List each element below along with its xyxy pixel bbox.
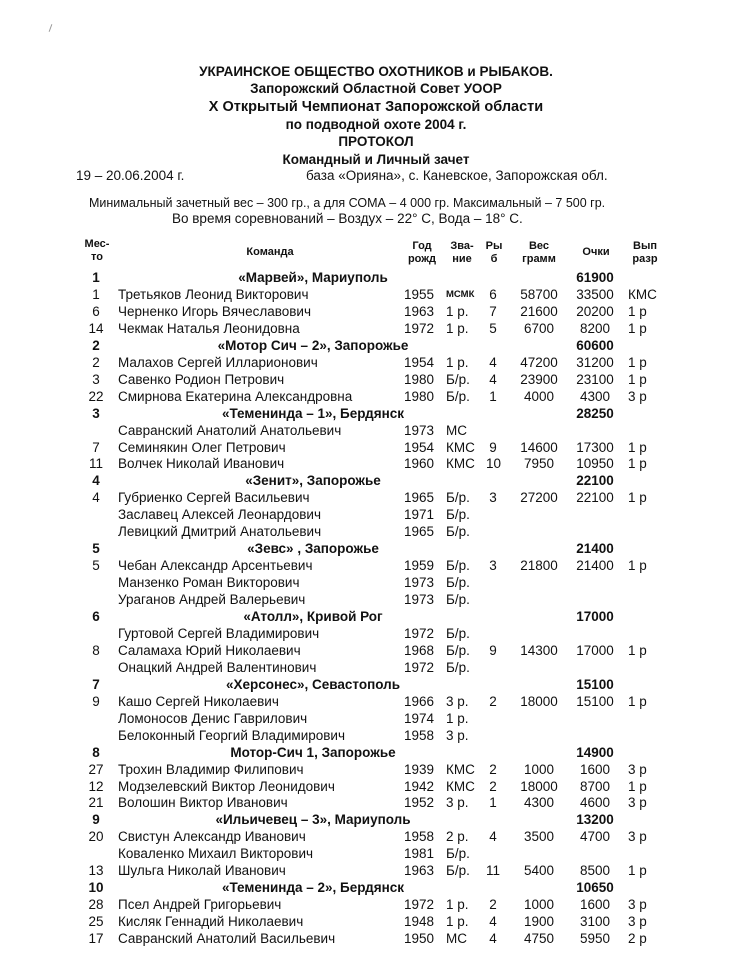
- fish-count: 6: [489, 286, 497, 302]
- weather-note: Во время соревнований – Воздух – 22° С, Вода – 18° С.: [172, 211, 523, 226]
- points: 17300: [576, 439, 614, 455]
- discharge: 2 р: [628, 931, 647, 947]
- place: 3: [92, 371, 100, 387]
- participant-name: Манзенко Роман Викторович: [118, 575, 300, 591]
- discharge: 3 р: [628, 914, 647, 930]
- team-points: 17000: [576, 609, 614, 624]
- participant-name: Коваленко Михаил Викторович: [118, 846, 314, 862]
- org-title: УКРАИНСКОЕ ОБЩЕСТВО ОХОТНИКОВ и РЫБАКОВ.: [199, 64, 553, 79]
- birth-year: 1954: [404, 354, 435, 370]
- participant-name: Черненко Игорь Вячеславович: [118, 303, 311, 319]
- discharge: 1 р: [628, 778, 647, 794]
- rank: 1 р.: [446, 320, 469, 336]
- event-subtitle: по подводной охоте 2004 г.: [285, 117, 467, 132]
- place: 4: [92, 490, 100, 506]
- birth-year: 1973: [404, 592, 435, 608]
- weight: 14300: [520, 642, 558, 658]
- participant-name: Чекмак Наталья Леонидовна: [118, 320, 300, 336]
- team-row: [0, 405, 752, 422]
- team-name: «Теменинда – 2», Бердянск: [221, 880, 405, 896]
- col-rank: Зва- ние: [450, 240, 474, 265]
- participant-row: [0, 506, 752, 523]
- discharge: 3 р: [628, 829, 647, 845]
- weight: 3500: [523, 829, 555, 845]
- participant-name: Савенко Родион Петрович: [118, 371, 285, 387]
- points: 31200: [576, 354, 614, 370]
- participant-name: Губриенко Сергей Васильевич: [118, 490, 310, 506]
- place: 3: [92, 405, 100, 421]
- discharge: 1 р: [628, 354, 647, 370]
- fish-count: 2: [489, 693, 497, 709]
- points: 23100: [576, 371, 614, 387]
- col-birth-year: Год рожд: [407, 240, 437, 265]
- place: 1: [92, 286, 100, 302]
- place: 25: [88, 914, 104, 930]
- rank: Б/р.: [446, 524, 470, 540]
- points: 8500: [579, 863, 611, 879]
- protocol-title: ПРОТОКОЛ: [338, 134, 414, 149]
- weight: 18000: [520, 778, 558, 794]
- col-points: Очки: [582, 246, 610, 258]
- participant-name: Ураганов Андрей Валерьевич: [118, 592, 306, 608]
- place: 21: [88, 795, 104, 811]
- fish-count: 11: [486, 863, 501, 879]
- team-name: «Зенит», Запорожье: [245, 473, 381, 489]
- fish-count: 10: [486, 456, 502, 472]
- team-row: [0, 337, 752, 354]
- place: 1: [92, 270, 100, 285]
- team-points: 61900: [576, 270, 614, 285]
- rank: МСМК: [446, 288, 475, 300]
- points: 1600: [579, 897, 611, 913]
- rank: МС: [446, 931, 467, 947]
- rank: Б/р.: [446, 490, 470, 506]
- place: 14: [88, 320, 104, 336]
- participant-row: [0, 693, 752, 710]
- weight: 4750: [523, 931, 555, 947]
- discharge: 1 р: [628, 456, 647, 472]
- fish-count: 1: [489, 795, 497, 811]
- team-row: [0, 608, 752, 625]
- birth-year: 1965: [404, 524, 435, 540]
- rank: МС: [446, 422, 467, 438]
- fish-count: 7: [489, 303, 497, 319]
- weight: 1000: [523, 897, 555, 913]
- fish-count: 1: [489, 388, 497, 404]
- weight: 4000: [523, 388, 555, 404]
- team-points: 14900: [576, 744, 614, 760]
- participant-name: Саламаха Юрий Николаевич: [118, 642, 301, 658]
- rank: Б/р.: [446, 863, 470, 879]
- place: 17: [88, 931, 104, 947]
- team-row: [0, 540, 752, 557]
- participant-row: [0, 659, 752, 676]
- team-points: 22100: [576, 473, 614, 489]
- points: 3100: [579, 914, 611, 930]
- championship-title: X Открытый Чемпионат Запорожской области: [208, 99, 544, 115]
- participant-row: [0, 913, 752, 930]
- place: 27: [88, 761, 104, 777]
- participant-name: Гуртовой Сергей Владимирович: [118, 625, 320, 641]
- participant-row: [0, 286, 752, 303]
- participant-name: Псел Андрей Григорьевич: [118, 897, 282, 913]
- participant-row: [0, 439, 752, 456]
- rank: 1 р.: [446, 897, 469, 913]
- discharge: 1 р: [628, 863, 647, 879]
- event-date: 19 – 20.06.2004 г.: [76, 168, 185, 183]
- col-weight: Вес грамм: [522, 240, 556, 265]
- rank: Б/р.: [446, 592, 470, 608]
- rank: КМС: [446, 778, 475, 794]
- rank: Б/р.: [446, 625, 470, 641]
- birth-year: 1968: [404, 642, 435, 658]
- rank: Б/р.: [446, 371, 470, 387]
- birth-year: 1980: [404, 371, 435, 387]
- participant-name: Трохин Владимир Филипович: [118, 761, 304, 777]
- participant-row: [0, 320, 752, 337]
- col-fish: Ры б: [485, 240, 503, 265]
- scan-mark: [49, 24, 53, 32]
- place: 28: [88, 897, 104, 913]
- points: 21400: [576, 558, 614, 574]
- rank: 3 р.: [446, 727, 469, 743]
- participant-name: Модзелевский Виктор Леонидович: [118, 778, 335, 794]
- fish-count: 2: [489, 897, 497, 913]
- team-points: 15100: [576, 676, 614, 692]
- weight: 4300: [523, 795, 555, 811]
- rank: Б/р.: [446, 388, 470, 404]
- birth-year: 1942: [404, 778, 435, 794]
- rank: 1 р.: [446, 354, 469, 370]
- participant-name: Шульга Николай Иванович: [118, 863, 286, 879]
- weight: 6700: [523, 320, 555, 336]
- birth-year: 1971: [404, 507, 435, 523]
- points: 10950: [576, 456, 614, 472]
- rank: Б/р.: [446, 642, 470, 658]
- participant-row: [0, 523, 752, 540]
- col-team: Команда: [246, 246, 294, 258]
- participant-name: Савранский Анатолий Васильевич: [118, 931, 336, 947]
- participant-row: [0, 710, 752, 727]
- rank: 2 р.: [446, 829, 469, 845]
- team-row: [0, 472, 752, 489]
- team-name: «Херсонес», Севастополь: [225, 676, 401, 692]
- place: 8: [92, 744, 100, 760]
- col-place: Мес- то: [84, 238, 110, 263]
- discharge: 1 р: [628, 439, 647, 455]
- participant-name: Левицкий Дмитрий Анатольевич: [118, 524, 322, 540]
- participant-name: Волошин Виктор Иванович: [118, 795, 288, 811]
- fish-count: 4: [489, 914, 497, 930]
- place: 9: [92, 812, 100, 828]
- birth-year: 1963: [404, 303, 435, 319]
- participant-row: [0, 455, 752, 472]
- rank: 1 р.: [446, 710, 469, 726]
- participant-row: [0, 845, 752, 862]
- team-name: «Теменинда – 1», Бердянск: [221, 405, 405, 421]
- place: 11: [88, 456, 103, 472]
- points: 1600: [579, 761, 611, 777]
- participant-row: [0, 896, 752, 913]
- participant-row: [0, 727, 752, 744]
- place: 6: [92, 303, 100, 319]
- weight: 21600: [520, 303, 558, 319]
- team-name: «Мотор Сич – 2», Запорожье: [217, 337, 409, 353]
- weight: 14600: [520, 439, 558, 455]
- rank: Б/р.: [446, 846, 470, 862]
- place: 8: [92, 642, 100, 658]
- place: 2: [92, 337, 100, 353]
- birth-year: 1972: [404, 625, 435, 641]
- weight: 18000: [520, 693, 558, 709]
- participant-row: [0, 778, 752, 795]
- place: 5: [92, 558, 100, 574]
- participant-name: Кашо Сергей Николаевич: [118, 693, 279, 709]
- weight: 47200: [520, 354, 558, 370]
- participant-row: [0, 625, 752, 642]
- birth-year: 1973: [404, 422, 435, 438]
- team-points: 60600: [576, 337, 614, 353]
- team-row: [0, 744, 752, 761]
- points: 4600: [579, 795, 611, 811]
- place: 12: [88, 778, 104, 794]
- participant-name: Семинякин Олег Петрович: [118, 439, 286, 455]
- fish-count: 4: [489, 931, 497, 947]
- participant-row: [0, 574, 752, 591]
- weight: 7950: [523, 456, 555, 472]
- birth-year: 1952: [404, 795, 435, 811]
- place: 13: [88, 863, 104, 879]
- discharge: 1 р: [628, 558, 647, 574]
- participant-name: Малахов Сергей Илларионович: [118, 354, 318, 370]
- team-name: «Марвей», Мариуполь: [238, 270, 388, 285]
- birth-year: 1981: [404, 846, 435, 862]
- points: 17000: [576, 642, 614, 658]
- fish-count: 4: [489, 371, 497, 387]
- fish-count: 5: [489, 320, 497, 336]
- team-points: 21400: [576, 541, 614, 557]
- council-title: Запорожский Областной Совет УООР: [250, 81, 502, 96]
- participant-row: [0, 761, 752, 778]
- participant-name: Белоконный Георгий Владимирович: [118, 727, 346, 743]
- participant-row: [0, 489, 752, 506]
- discharge: 1 р: [628, 303, 647, 319]
- birth-year: 1966: [404, 693, 435, 709]
- birth-year: 1972: [404, 659, 435, 675]
- fish-count: 3: [489, 558, 497, 574]
- points: 8700: [579, 778, 611, 794]
- participant-row: [0, 354, 752, 371]
- participant-name: Волчек Николай Иванович: [118, 456, 285, 472]
- participant-row: [0, 371, 752, 388]
- discharge: 3 р: [628, 897, 647, 913]
- points: 20200: [576, 303, 614, 319]
- participant-row: [0, 591, 752, 608]
- participant-name: Третьяков Леонид Викторович: [118, 286, 309, 302]
- participant-name: Кисляк Геннадий Николаевич: [118, 914, 304, 930]
- discharge: КМС: [628, 286, 657, 302]
- birth-year: 1963: [404, 863, 435, 879]
- birth-year: 1973: [404, 575, 435, 591]
- birth-year: 1972: [404, 320, 435, 336]
- rank: 1 р.: [446, 914, 469, 930]
- team-name: «Атолл», Кривой Рог: [243, 609, 383, 624]
- participant-name: Савранский Анатолий Анатольевич: [118, 422, 342, 438]
- points: 33500: [576, 286, 614, 302]
- rank: КМС: [446, 761, 475, 777]
- team-points: 10650: [576, 880, 614, 896]
- weight-rules: Минимальный зачетный вес – 300 гр., а для СОМА – 4 000 гр. Максимальный – 7 500 гр.: [89, 196, 606, 210]
- participant-name: Смирнова Екатерина Александровна: [118, 388, 353, 404]
- birth-year: 1958: [404, 829, 435, 845]
- participant-row: [0, 794, 752, 811]
- col-discharge: Вып разр: [632, 240, 658, 265]
- rank: Б/р.: [446, 659, 470, 675]
- participant-row: [0, 642, 752, 659]
- points: 4700: [579, 829, 611, 845]
- weight: 23900: [520, 371, 558, 387]
- place: 22: [88, 388, 104, 404]
- points: 8200: [579, 320, 611, 336]
- participant-row: [0, 422, 752, 439]
- weight: 21800: [520, 558, 558, 574]
- team-name: Мотор-Сич 1, Запорожье: [230, 744, 396, 760]
- place: 7: [92, 439, 100, 455]
- birth-year: 1965: [404, 490, 435, 506]
- birth-year: 1959: [404, 558, 435, 574]
- birth-year: 1960: [404, 456, 435, 472]
- team-row: [0, 811, 752, 828]
- birth-year: 1955: [404, 286, 435, 302]
- fish-count: 9: [489, 439, 497, 455]
- birth-year: 1939: [404, 761, 435, 777]
- rank: КМС: [446, 439, 475, 455]
- discharge: 3 р: [628, 388, 647, 404]
- fish-count: 2: [489, 778, 497, 794]
- place: 20: [88, 829, 104, 845]
- place: 10: [88, 880, 104, 896]
- birth-year: 1950: [404, 931, 435, 947]
- weight: 1000: [523, 761, 555, 777]
- place: 7: [92, 676, 100, 692]
- participant-name: Онацкий Андрей Валентинович: [118, 659, 317, 675]
- team-name: «Зевс» , Запорожье: [247, 541, 379, 557]
- discharge: 1 р: [628, 642, 647, 658]
- fish-count: 4: [489, 829, 497, 845]
- discharge: 1 р: [628, 693, 647, 709]
- participant-name: Ломоносов Денис Гаврилович: [118, 710, 308, 726]
- place: 9: [92, 693, 100, 709]
- rank: КМС: [446, 456, 475, 472]
- participant-row: [0, 303, 752, 320]
- participant-row: [0, 828, 752, 845]
- standings-type: Командный и Личный зачет: [282, 152, 470, 167]
- birth-year: 1972: [404, 897, 435, 913]
- team-row: [0, 269, 752, 286]
- fish-count: 2: [489, 761, 497, 777]
- birth-year: 1958: [404, 727, 435, 743]
- event-venue: база «Орияна», с. Каневское, Запорожская обл.: [306, 168, 608, 183]
- rank: Б/р.: [446, 558, 470, 574]
- team-points: 28250: [576, 405, 614, 421]
- points: 22100: [576, 490, 614, 506]
- participant-name: Заславец Алексей Леонардович: [118, 507, 321, 523]
- team-row: [0, 676, 752, 693]
- participant-row: [0, 930, 752, 947]
- rank: 3 р.: [446, 795, 469, 811]
- rank: 1 р.: [446, 303, 469, 319]
- rank: Б/р.: [446, 507, 470, 523]
- rank: Б/р.: [446, 575, 470, 591]
- place: 6: [92, 609, 100, 624]
- rank: 3 р.: [446, 693, 469, 709]
- discharge: 1 р: [628, 320, 647, 336]
- fish-count: 4: [489, 354, 497, 370]
- birth-year: 1948: [404, 914, 435, 930]
- place: 5: [92, 541, 100, 557]
- birth-year: 1954: [404, 439, 435, 455]
- weight: 5400: [523, 863, 555, 879]
- place: 2: [92, 354, 100, 370]
- place: 4: [92, 473, 100, 489]
- discharge: 1 р: [628, 371, 647, 387]
- team-row: [0, 879, 752, 896]
- discharge: 3 р: [628, 761, 647, 777]
- discharge: 3 р: [628, 795, 647, 811]
- weight: 1900: [523, 914, 555, 930]
- points: 15100: [576, 693, 614, 709]
- birth-year: 1980: [404, 388, 435, 404]
- points: 4300: [579, 388, 611, 404]
- fish-count: 9: [489, 642, 497, 658]
- participant-row: [0, 862, 752, 879]
- weight: 58700: [520, 286, 558, 302]
- participant-name: Свистун Александр Иванович: [118, 829, 306, 845]
- points: 5950: [579, 931, 611, 947]
- fish-count: 3: [489, 490, 497, 506]
- weight: 27200: [520, 490, 558, 506]
- participant-row: [0, 388, 752, 405]
- participant-row: [0, 557, 752, 574]
- birth-year: 1974: [404, 710, 435, 726]
- team-name: «Ильичевец – 3», Мариуполь: [215, 812, 411, 828]
- team-points: 13200: [576, 812, 614, 828]
- participant-name: Чебан Александр Арсентьевич: [118, 558, 313, 574]
- discharge: 1 р: [628, 490, 647, 506]
